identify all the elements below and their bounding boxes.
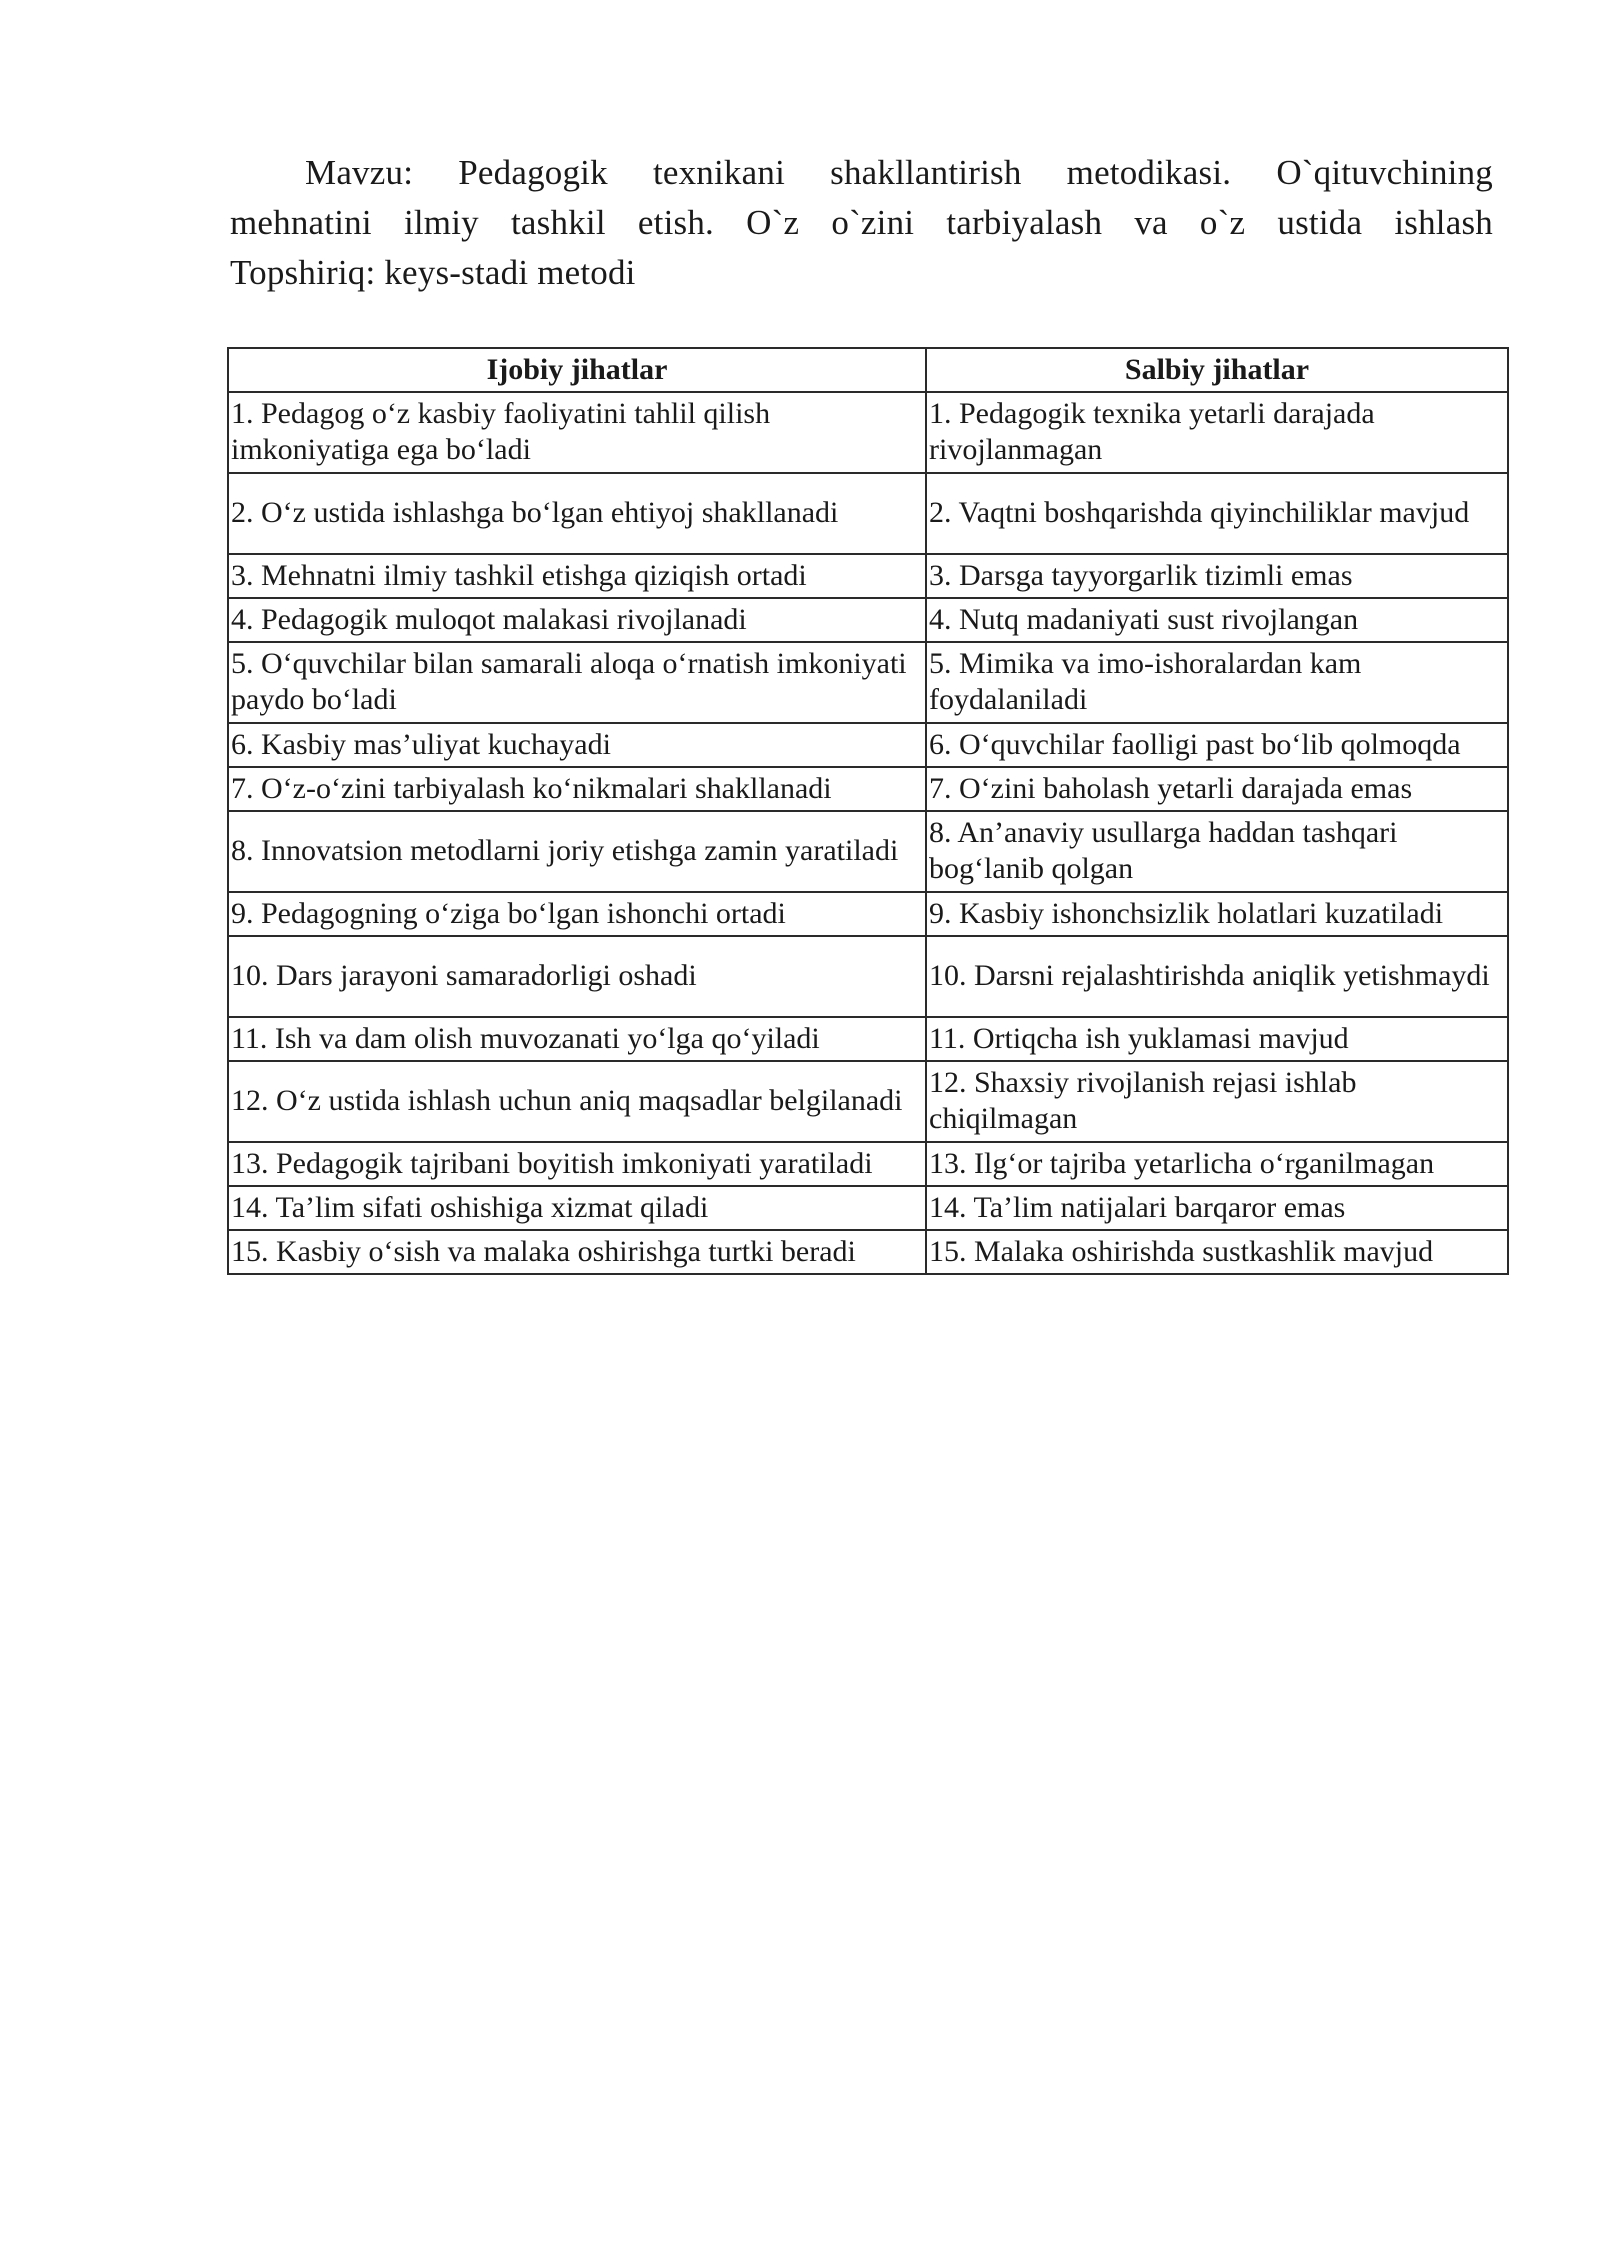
topic-line-1: Mavzu: Pedagogik texnikani shakllantirish metodikasi. O`qituvchining [305, 153, 1493, 192]
negative-cell: 6. O‘quvchilar faolligi past bo‘lib qolmoqda [926, 723, 1508, 767]
negative-cell: 4. Nutq madaniyati sust rivojlangan [926, 598, 1508, 642]
table-row [228, 1061, 1508, 1142]
header-positive: Ijobiy jihatlar [228, 348, 926, 392]
positive-cell: 10. Dars jarayoni samaradorligi oshadi [228, 936, 926, 1017]
negative-cell: 13. Ilg‘or tajriba yetarlicha o‘rganilmagan [926, 1142, 1508, 1186]
positive-cell: 2. O‘z ustida ishlashga bo‘lgan ehtiyoj shakllanadi [228, 473, 926, 554]
negative-cell: 12. Shaxsiy rivojlanish rejasi ishlab chiqilmagan [926, 1061, 1508, 1142]
table-row [228, 598, 1508, 642]
table-row [228, 1017, 1508, 1061]
table-row [228, 811, 1508, 892]
negative-cell: 7. O‘zini baholash yetarli darajada emas [926, 767, 1508, 811]
table-row [228, 642, 1508, 723]
case-study-table [227, 347, 1509, 1275]
negative-cell: 10. Darsni rejalashtirishda aniqlik yetishmaydi [926, 936, 1508, 1017]
table-header-row [228, 348, 1508, 392]
table-row [228, 723, 1508, 767]
positive-cell: 14. Ta’lim sifati oshishiga xizmat qiladi [228, 1186, 926, 1230]
table-row [228, 936, 1508, 1017]
negative-cell: 15. Malaka oshirishda sustkashlik mavjud [926, 1230, 1508, 1274]
negative-cell: 14. Ta’lim natijalari barqaror emas [926, 1186, 1508, 1230]
positive-cell: 9. Pedagogning o‘ziga bo‘lgan ishonchi ortadi [228, 892, 926, 936]
table-row [228, 554, 1508, 598]
topic-paragraph [230, 148, 1493, 298]
table-row [228, 392, 1508, 473]
table-row [228, 1186, 1508, 1230]
table-row [228, 767, 1508, 811]
positive-cell: 11. Ish va dam olish muvozanati yo‘lga qo‘yiladi [228, 1017, 926, 1061]
positive-cell: 15. Kasbiy o‘sish va malaka oshirishga turtki beradi [228, 1230, 926, 1274]
negative-cell: 1. Pedagogik texnika yetarli darajada rivojlanmagan [926, 392, 1508, 473]
negative-cell: 3. Darsga tayyorgarlik tizimli emas [926, 554, 1508, 598]
table-row [228, 1230, 1508, 1274]
negative-cell: 2. Vaqtni boshqarishda qiyinchiliklar mavjud [926, 473, 1508, 554]
positive-cell: 1. Pedagog o‘z kasbiy faoliyatini tahlil qilish imkoniyatiga ega bo‘ladi [228, 392, 926, 473]
task-line: Topshiriq: keys-stadi metodi [230, 253, 636, 292]
negative-cell: 8. An’anaviy usullarga haddan tashqari bog‘lanib qolgan [926, 811, 1508, 892]
positive-cell: 4. Pedagogik muloqot malakasi rivojlanadi [228, 598, 926, 642]
positive-cell: 12. O‘z ustida ishlash uchun aniq maqsadlar belgilanadi [228, 1061, 926, 1142]
negative-cell: 5. Mimika va imo-ishoralardan kam foydalaniladi [926, 642, 1508, 723]
positive-cell: 13. Pedagogik tajribani boyitish imkoniyati yaratiladi [228, 1142, 926, 1186]
table-row [228, 892, 1508, 936]
table-row [228, 473, 1508, 554]
positive-cell: 7. O‘z-o‘zini tarbiyalash ko‘nikmalari shakllanadi [228, 767, 926, 811]
positive-cell: 3. Mehnatni ilmiy tashkil etishga qiziqish ortadi [228, 554, 926, 598]
table-row [228, 1142, 1508, 1186]
positive-cell: 8. Innovatsion metodlarni joriy etishga zamin yaratiladi [228, 811, 926, 892]
negative-cell: 11. Ortiqcha ish yuklamasi mavjud [926, 1017, 1508, 1061]
topic-line-2: mehnatini ilmiy tashkil etish. O`z o`zini tarbiyalash va o`z ustida ishlash [230, 203, 1493, 242]
header-negative: Salbiy jihatlar [926, 348, 1508, 392]
negative-cell: 9. Kasbiy ishonchsizlik holatlari kuzatiladi [926, 892, 1508, 936]
positive-cell: 6. Kasbiy mas’uliyat kuchayadi [228, 723, 926, 767]
positive-cell: 5. O‘quvchilar bilan samarali aloqa o‘rnatish imkoniyati paydo bo‘ladi [228, 642, 926, 723]
